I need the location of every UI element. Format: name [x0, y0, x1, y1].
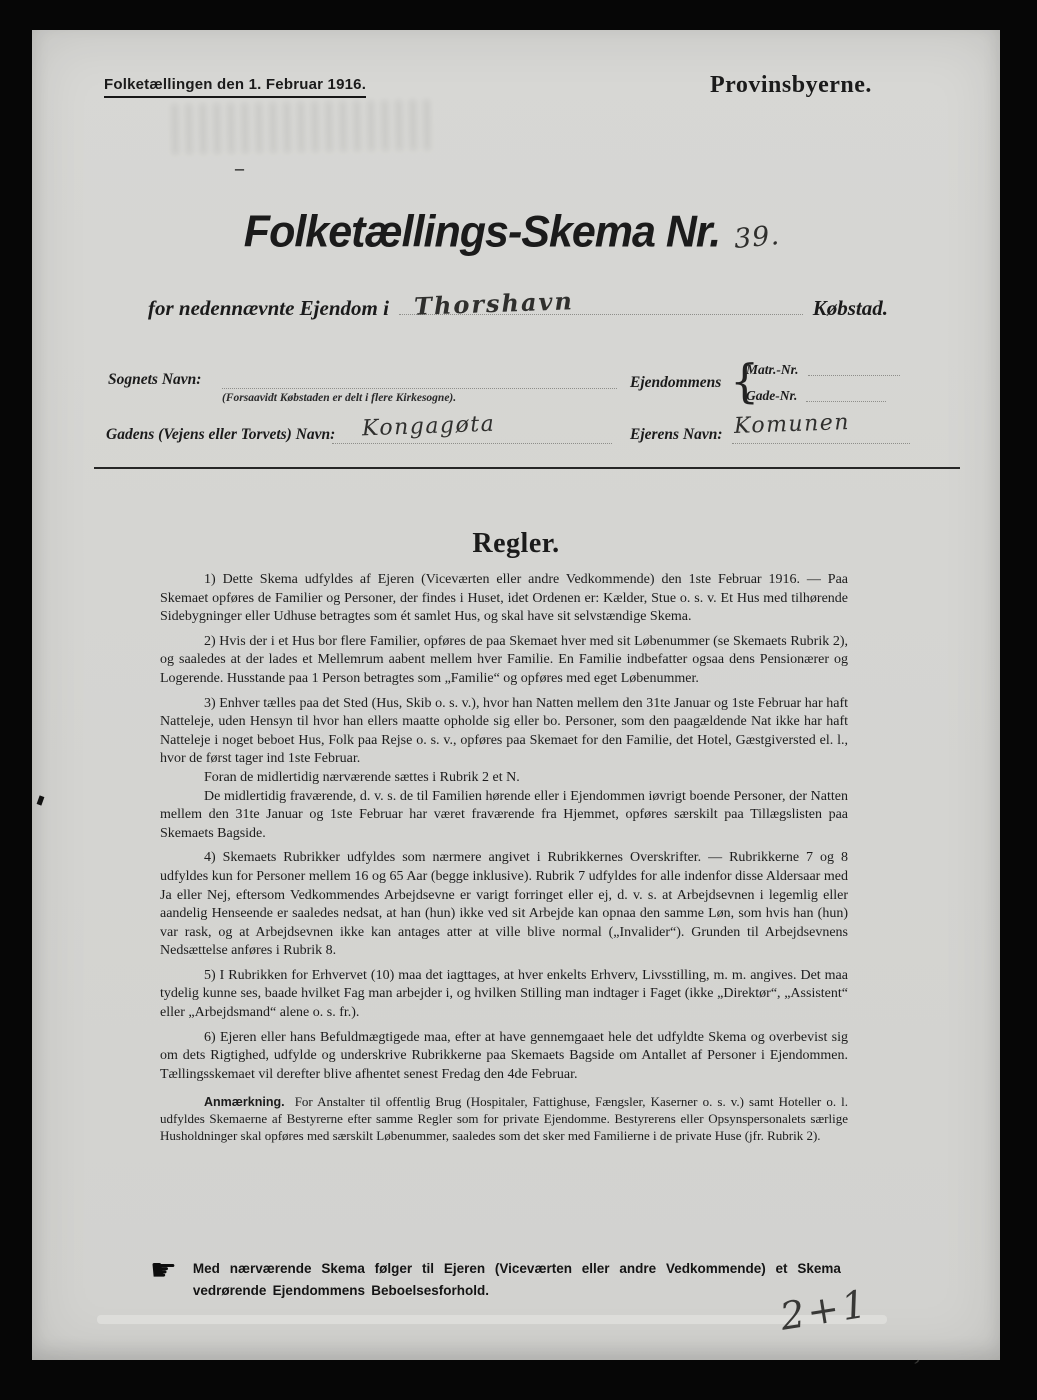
census-form-page: [32, 30, 1000, 1368]
parish-note: (Forsaavidt Købstaden er delt i flere Kirkesogne).: [222, 392, 457, 404]
owner-name-label: Ejerens Navn:: [630, 426, 723, 443]
brace-glyph: {: [730, 354, 760, 408]
property-line-suffix: Købstad.: [812, 296, 888, 320]
property-line: [148, 288, 888, 321]
street-name-label: Gadens (Vejens eller Torvets) Navn:: [106, 426, 336, 443]
owner-name-fill-line: [732, 442, 910, 444]
rule-2: 2) Hvis der i et Hus bor flere Familier, opføres de paa Skemaet hver med sit Løbenummer (se Skemaets Rubrik 2), og saaledes at der lades et Mellemrum aabent mellem hver Familie. En Familie indbefatter ogsaa dens Pensionærer og Logerende. Husstande paa 1 Person betragtes som „Familie“ og opføres med eget Løbenummer.: [160, 633, 848, 686]
attachment-note-text: Med nærværende Skema følger til Ejeren (Viceværten eller andre Vedkommende) et Skema vedrørende Ejendommens Beboelsesforhold.: [192, 1261, 841, 1298]
cadastre-number-label: Matr.-Nr.: [746, 362, 799, 377]
form-title-row: [92, 208, 932, 257]
street-number-label: Gade-Nr.: [746, 388, 798, 403]
rule-3-sub-present: Foran de midlertidig nærværende sættes i Rubrik 2 et N.: [204, 769, 520, 785]
town-name-handwritten: Thorshavn: [413, 286, 575, 321]
scanner-streak-artifact: [97, 1315, 887, 1324]
remark-text: For Anstalter til offentlig Brug (Hospitaler, Fattighuse, Fængsler, Kaserner o. s. v.) samt Hoteller o. l. udfyldes Skemaerne af Bestyrerne efter samme Regler som for private Ejendomme. Bestyrerens eller Opsynspersonalets særlige Husholdninger skal opføres med særskilt Løbenummer, saaledes som det sker med Familierne i de private Huse (jfr. Rubrik 2).: [160, 1094, 849, 1144]
street-name-fill-line: [332, 442, 612, 444]
pointing-hand-icon: ☛: [150, 1253, 177, 1288]
ink-speck: [37, 795, 45, 805]
town-fill-line: [399, 286, 803, 321]
attachment-note: [150, 1253, 880, 1302]
cadastre-number-fill-line: [808, 374, 900, 376]
form-title: Folketællings-Skema Nr.: [243, 207, 721, 257]
property-ids-label: Ejendommens: [630, 374, 722, 391]
parish-name-label: Sognets Navn:: [108, 371, 202, 388]
form-edition-label: Folketællingen den 1. Februar 1916.: [104, 76, 366, 98]
form-number-handwritten: 39.: [732, 220, 782, 255]
section-divider-rule: [94, 467, 960, 469]
rule-3: 3) Enhver tælles paa det Sted (Hus, Skib o. s. v.), hvor han Natten mellem den 31te Januar og 1ste Februar har haft Natteleje, uden Hensyn til hvor han ellers maatte opholde sig eller bo. Personer, som den paagældende Nat ikke har haft Natteleje i noget beboet Hus, Folk paa Rejse o. s. v., opføres paa Skemaet for den Familie, det Hotel, Gæstgiversted el. l., hvor de først tager ind 1ste Februar.: [160, 695, 848, 767]
street-name-handwritten: Kongagøta: [361, 411, 496, 442]
ink-bleed-artifact: [172, 100, 433, 155]
rule-1: 1) Dette Skema udfyldes af Ejeren (Viceværten eller andre Vedkommende) den 1ste Februar 1916. — Paa Skemaet opføres de Familier og Personer, der findes i Huset, idet Ordenen er: Kælder, Stue o. s. v. Et Hus med tilhørende Sidebygninger eller Udhuse betragtes som ét samlet Hus, og skal have sit selvstændige Skema.: [160, 572, 848, 625]
stray-pen-mark: ,: [913, 1345, 925, 1368]
rule-5: 5) I Rubrikken for Erhvervet (10) maa det iagttages, at hver enkelts Erhverv, Livsstilling, m. m. angives. Det maa tydelig kunne ses, baade hvilket Fag man arbejder i, og hvilken Stilling man indtager i Faget (ikke „Direktør“, „Assistent“ eller „Arbejdsmand“ alene o. s. fr.).: [160, 967, 848, 1021]
owner-name-handwritten: Komunen: [733, 409, 851, 440]
remark-label: Anmærkning.: [204, 1095, 285, 1110]
rules-text-block: [160, 571, 848, 1145]
rule-3-sub-absent: De midlertidig fraværende, d. v. s. de til Familien hørende eller i Ejendommen iøvrigt boende Personer, der Natten mellem den 31te Januar og 1ste Februar har været fraværende fra Hjemmet, opføres særskilt paa Tillægslisten paa Skemaets Bagside.: [160, 788, 848, 841]
stray-dash-mark: –: [235, 158, 244, 178]
property-line-prefix: for nedennævnte Ejendom i: [148, 296, 389, 320]
region-label: Provinsbyerne.: [710, 72, 872, 98]
parish-name-fill-line: [222, 387, 617, 389]
tally-handwritten: 2+1: [777, 1281, 873, 1339]
rule-6: 6) Ejeren eller hans Befuldmægtigede maa, efter at have gennemgaaet hele det udfyldte Skema og overbevist sig om dets Rigtighed, udfylde og underskrive Rubrikkerne paa Skemaets Bagside om Antallet af Personer i Ejendommen. Tællingsskemaet vil derefter blive afhentet senest Fredag den 4de Februar.: [160, 1029, 848, 1082]
rules-heading: Regler.: [472, 528, 560, 559]
remark-paragraph: [160, 1094, 848, 1144]
rule-4: 4) Skemaets Rubrikker udfyldes som nærmere angivet i Rubrikkernes Overskrifter. — Rubrikkerne 7 og 8 udfyldes kun for Personer mellem 16 og 65 Aar (begge inklusive). Rubrik 7 udfyldes for alle indenfor disse Aldersaar med Ja eller Nej, eftersom Vedkommendes Arbejdsevne er varigt forringet eller ej, d. v. s. at Arbejdsevnen i legemlig eller aandelig Henseende er saaledes nedsat, at han (hun) ikke ved sit Arbejde kan opnaa den samme Løn, som hvis han (hun) var rask, og at Arbejdsevnen ikke kan antages atter at ville blive normal („Invalider“). Grunden til Arbejdsevnens Nedsættelse anføres i Rubrik 8.: [160, 850, 848, 959]
street-number-fill-line: [806, 400, 886, 402]
